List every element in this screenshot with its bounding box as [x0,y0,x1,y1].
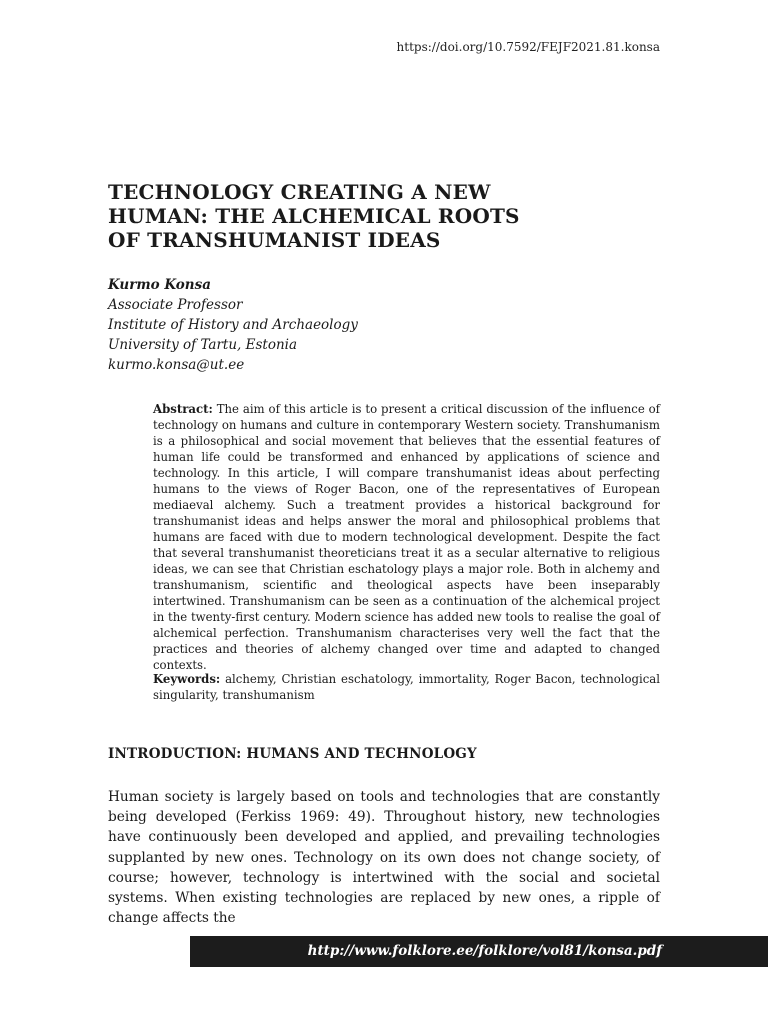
doi-link[interactable]: https://doi.org/10.7592/FEJF2021.81.konsa [396,40,660,54]
title-line: TECHNOLOGY CREATING A NEW [108,180,491,204]
keywords-text: alchemy, Christian eschatology, immortality, Roger Bacon, technological singularity, transhumanism [153,672,660,702]
abstract [153,401,660,673]
author-university: University of Tartu, Estonia [108,337,298,353]
section-heading: INTRODUCTION: HUMANS AND TECHNOLOGY [108,746,477,762]
author-institute: Institute of History and Archaeology [108,317,358,333]
author-email[interactable]: kurmo.konsa@ut.ee [108,357,245,373]
keywords-label: Keywords: [153,672,221,686]
title-line: OF TRANSHUMANIST IDEAS [108,228,441,252]
title-line: HUMAN: THE ALCHEMICAL ROOTS [108,204,520,228]
body-paragraph: Human society is largely based on tools and technologies that are constantly being developed (Ferkiss 1969: 49). Throughout history, new technologies have continuously been developed and applied, and prevailing technologies supplanted by new ones. Technology on its own does not change society, of course; however, technology is intertwined with the social and societal systems. When existing technologies are replaced by new ones, a ripple of change affects the [108,789,660,927]
abstract-text: The aim of this article is to present a critical discussion of the influence of technology on humans and culture in contemporary Western society. Transhumanism is a philosophical and social movement that believes that the essential features of human life could be transformed and enhanced by applications of science and technology. In this article, I will compare transhumanist ideas about perfecting humans to the views of Roger Bacon, one of the representatives of European mediaeval alchemy. Such a treatment provides a historical background for transhumanist ideas and helps answer the moral and philosophical problems that humans are faced with due to modern technological development. Despite the fact that several transhumanist theoreticians treat it as a secular alternative to religious ideas, we can see that Christian eschatology plays a major role. Both in alchemy and transhumanism, scientific and theological aspects have been inseparably intertwined. Transhumanism can be seen as a continuation of the alchemical project in the twenty-first century. Modern science has added new tools to realise the goal of alchemical perfection. Transhumanism characterises very well the fact that the practices and theories of alchemy changed over time and adapted to changed contexts. [153,402,661,672]
author-position: Associate Professor [108,297,243,313]
author-block [108,275,508,375]
abstract-label: Abstract: [153,402,213,416]
footer-url-link[interactable]: http://www.folklore.ee/folklore/vol81/konsa.pdf [307,943,662,959]
keywords [153,671,660,703]
author-name: Kurmo Konsa [108,277,211,293]
article-title [108,180,568,252]
